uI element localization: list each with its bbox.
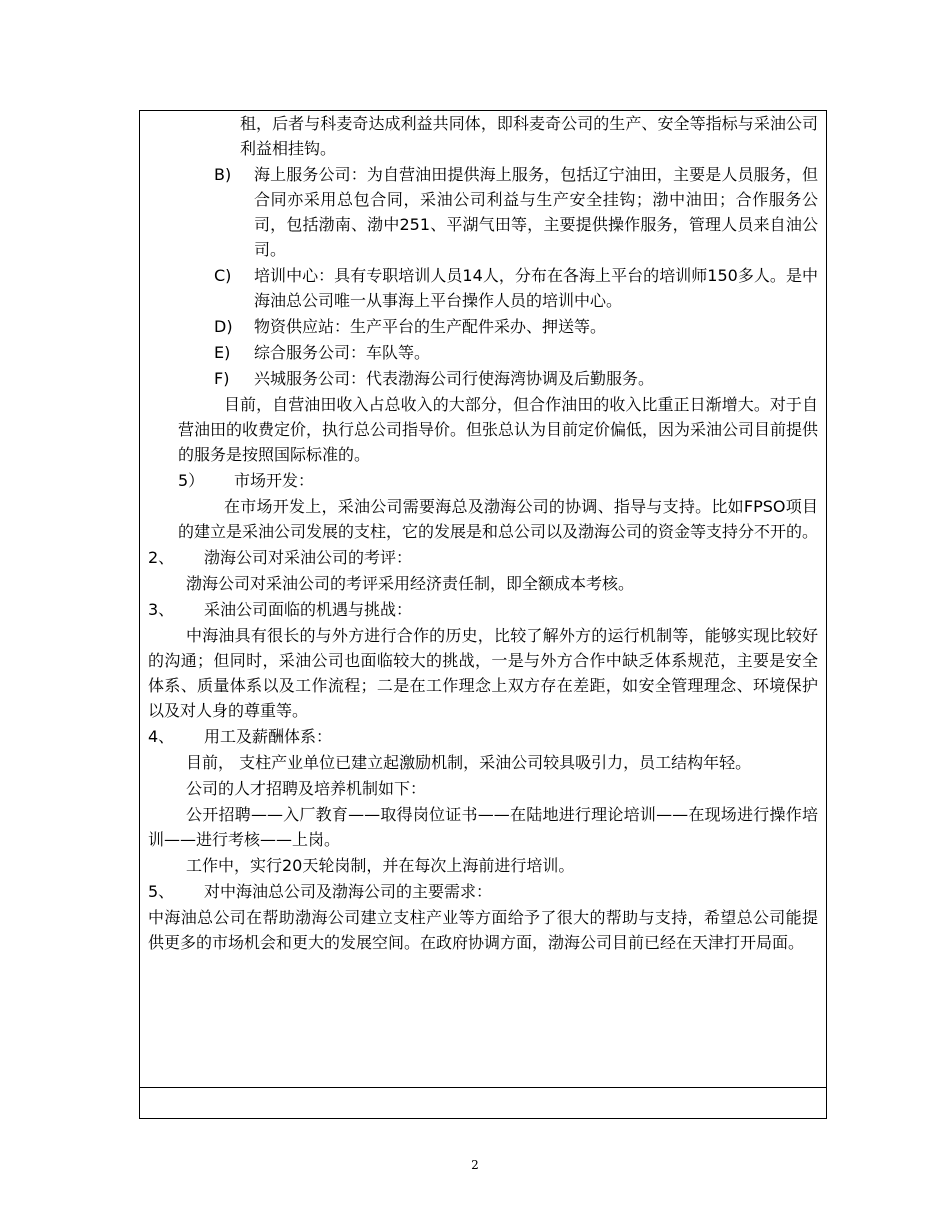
recruitment-process-paragraph: 公开招聘——入厂教育——取得岗位证书——在陆地进行理论培训——在现场进行操作培训——进行考核——上岗。	[148, 805, 818, 849]
challenges-paragraph: 中海油具有很长的与外方进行合作的历史，比较了解外方的运行机制等，能够实现比较好的沟通；但同时，采油公司也面临较大的挑战，一是与外方合作中缺乏体系规范，主要是安全体系、质量体系以及工作流程；二是在工作理念上双方存在差距，如安全管理理念、环境保护以及对人身的尊重等。	[148, 626, 818, 720]
section-heading	[148, 597, 818, 622]
section-title: 对中海油总公司及渤海公司的主要需求：	[204, 882, 493, 901]
section-title: 渤海公司对采油公司的考评：	[204, 548, 413, 567]
evaluation-paragraph: 渤海公司对采油公司的考评采用经济责任制，即全额成本考核。	[186, 574, 635, 593]
employment-paragraph: 目前， 支柱产业单位已建立起激励机制，采油公司较具吸引力，员工结构年轻。	[186, 753, 752, 772]
section-number: 4、	[148, 727, 175, 746]
subsection-heading	[148, 468, 818, 493]
income-paragraph: 目前，自营油田收入占总收入的大部分，但合作油田的收入比重正日渐增大。对于自营油田的收费定价，执行总公司指导价。但张总认为目前定价偏低，因为采油公司目前提供的服务是按照国际标准的。	[178, 395, 819, 464]
rotation-paragraph: 工作中，实行20天轮岗制，并在每次上海前进行培训。	[186, 856, 575, 875]
list-item	[148, 340, 818, 365]
list-item-text: 培训中心：具有专职培训人员14人，分布在各海上平台的培训师150多人。是中海油总公司唯一从事海上平台操作人员的培训中心。	[254, 266, 818, 310]
list-item	[148, 314, 818, 339]
needs-paragraph: 中海油总公司在帮助渤海公司建立支柱产业等方面给予了很大的帮助与支持，希望总公司能提供更多的市场机会和更大的发展空间。在政府协调方面，渤海公司目前已经在天津打开局面。	[148, 908, 818, 952]
list-item-text: 物资供应站：生产平台的生产配件采办、押送等。	[254, 317, 607, 336]
empty-table-row	[140, 1088, 826, 1118]
list-item-label: D)	[214, 317, 233, 336]
list-item-label: F)	[214, 369, 230, 388]
section-title: 用工及薪酬体系：	[204, 727, 333, 746]
content-cell	[140, 111, 826, 1088]
list-item-text: 海上服务公司：为自营油田提供海上服务，包括辽宁油田，主要是人员服务，但合同亦采用总包合同，采油公司利益与生产安全挂钩；渤中油田；合作服务公司，包括渤南、渤中251、平湖气田等，主要提供操作服务，管理人员来自油公司。	[254, 165, 818, 259]
subsection-title: 市场开发：	[234, 471, 315, 490]
list-item	[148, 162, 818, 262]
list-item-label: C)	[214, 266, 232, 285]
list-item-label: B)	[214, 165, 232, 184]
section-title: 采油公司面临的机遇与挑战：	[204, 600, 413, 619]
section-heading	[148, 724, 818, 749]
continuation-paragraph: 租，后者与科麦奇达成利益共同体，即科麦奇公司的生产、安全等指标与采油公司利益相挂钩。	[240, 114, 818, 158]
recruitment-intro-paragraph: 公司的人才招聘及培养机制如下：	[186, 779, 427, 798]
section-heading	[148, 879, 818, 904]
section-number: 3、	[148, 600, 175, 619]
section-number: 2、	[148, 548, 175, 567]
list-item	[148, 263, 818, 313]
market-paragraph: 在市场开发上，采油公司需要海总及渤海公司的协调、指导与支持。比如FPSO项目的建立是采油公司发展的支柱，它的发展是和总公司以及渤海公司的资金等支持分不开的。	[178, 497, 819, 541]
list-item	[148, 366, 818, 391]
list-item-label: E)	[214, 343, 231, 362]
list-item-text: 兴城服务公司：代表渤海公司行使海湾协调及后勤服务。	[254, 369, 655, 388]
section-number: 5、	[148, 882, 175, 901]
subsection-number: 5）	[178, 471, 205, 490]
page-number: 2	[471, 1158, 479, 1172]
list-item-text: 综合服务公司：车队等。	[254, 343, 431, 362]
section-heading	[148, 545, 818, 570]
document-table	[139, 110, 827, 1119]
